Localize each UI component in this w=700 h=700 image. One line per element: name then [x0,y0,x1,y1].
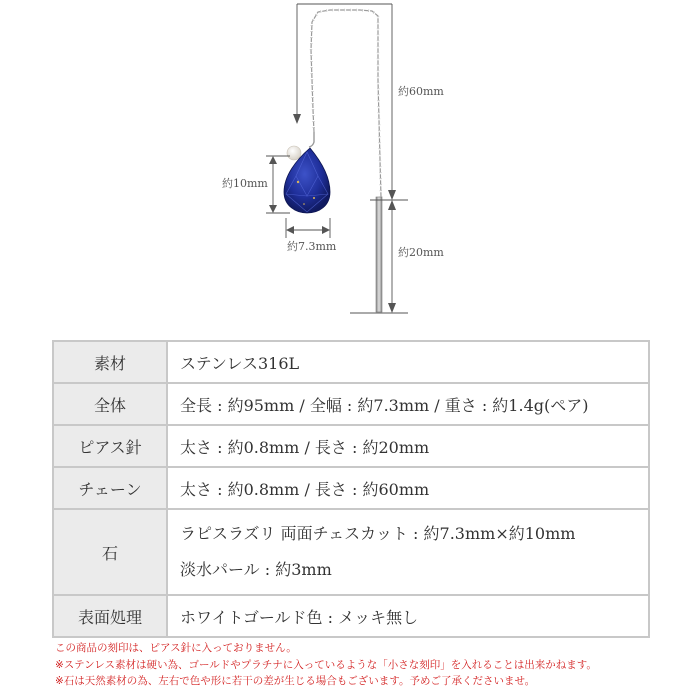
spec-table [52,340,650,638]
spec-row-chain [53,467,649,509]
stone-assembly [284,132,330,213]
spec-value-line: 淡水パール : 約3mm [180,560,332,579]
stone-height-label: 約10mm [222,177,268,190]
spec-key: 全体 [53,383,167,425]
spec-row-stone [53,509,649,595]
spec-key: チェーン [53,467,167,509]
spec-row-finish [53,595,649,637]
earring-pin [376,197,382,312]
spec-key: 素材 [53,341,167,383]
notes [55,640,695,690]
chain-length-label: 約60mm [398,85,444,98]
spec-key: ピアス針 [53,425,167,467]
note-engraving: この商品の刻印は、ピアス針に入っておりません。 [55,642,297,654]
spec-row-pin [53,425,649,467]
spec-value: ステンレス316L [167,341,649,383]
spec-value-line: ラピスラズリ 両面チェスカット : 約7.3mm×約10mm [180,524,576,543]
spec-value: 全長 : 約95mm / 全幅 : 約7.3mm / 重さ : 約1.4g(ペア) [167,383,649,425]
spec-value [167,509,649,595]
spec-value: 太さ : 約0.8mm / 長さ : 約60mm [167,467,649,509]
spec-row-material [53,341,649,383]
product-diagram [0,0,700,330]
spec-row-overall [53,383,649,425]
spec-key: 石 [53,509,167,595]
note-stainless: ※ステンレス素材は硬い為、ゴールドやプラチナに入っているような「小さな刻印」を入れることは出来かねます。 [55,658,597,671]
stone-width-label: 約7.3mm [287,240,337,253]
pearl [287,146,301,160]
spec-key: 表面処理 [53,595,167,637]
note-natural-stone: ※石は天然素材の為、左右で色や形に若干の差が生じる場合もございます。予めご了承くださいませ。 [55,675,536,687]
spec-value: ホワイトゴールド色 : メッキ無し [167,595,649,637]
pin-length-label: 約20mm [398,246,444,259]
spec-value: 太さ : 約0.8mm / 長さ : 約20mm [167,425,649,467]
stone-width-dimension [286,218,330,238]
